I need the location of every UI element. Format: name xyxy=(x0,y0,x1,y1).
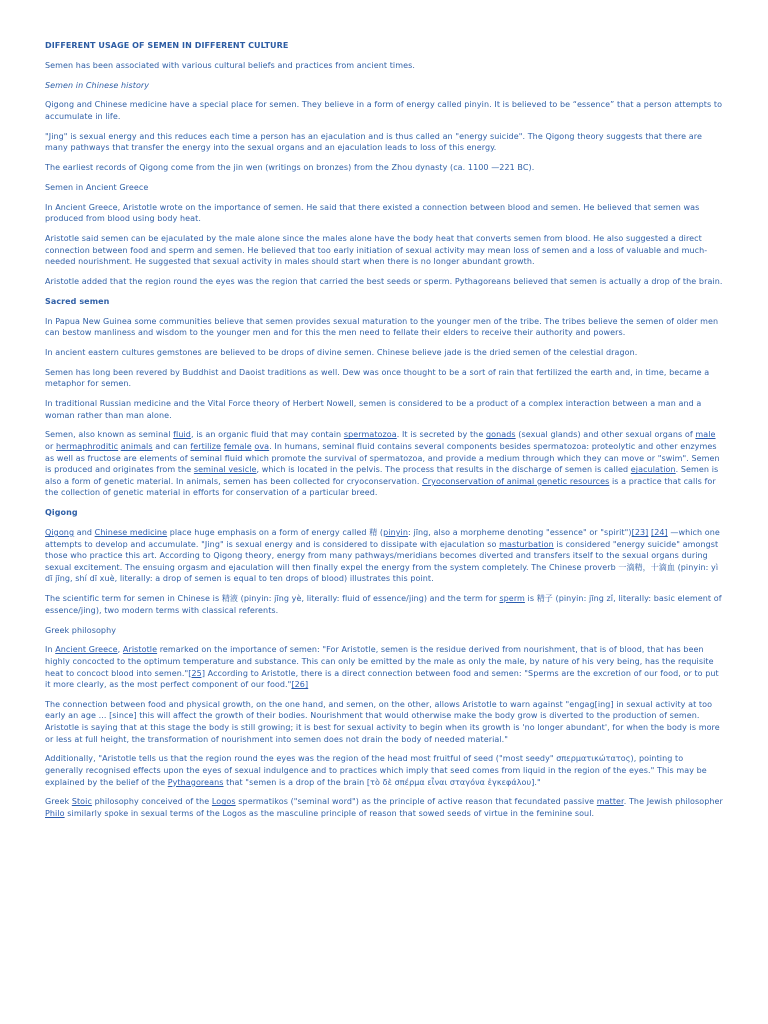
text-run: In traditional Russian medicine and the Vital Force theory of Herbert Nowell, semen is considered to be a product of a complex interaction between a man and a woman rather than man alone. xyxy=(45,399,702,420)
body-paragraph xyxy=(45,644,723,690)
text-run: , is an organic fluid that may contain xyxy=(190,430,344,440)
body-paragraph xyxy=(45,316,723,339)
text-run: DIFFERENT USAGE OF SEMEN IN DIFFERENT CULTURE xyxy=(45,41,289,50)
text-run: is considered "energy suicide" amongst those who practice this art. According to Qigong theory, energy from many pathways/meridians becomes diverted and transfers itself to the sexual organs during sexual excitement. The ensuing orgasm and ejaculation will then finally expel the energy from the system completely. The Chinese proverb 一滴精，十滴血 (pinyin: yì dī jīng, shí dī xuè, literally: a drop of semen is equal to ten drops of blood) illustrates this point. xyxy=(45,539,719,584)
hyperlink[interactable]: Philo xyxy=(45,809,65,818)
text-run: The earliest records of Qigong come from the jin wen (writings on bronzes) from the Zhou dynasty (ca. 1100 —221 BC). xyxy=(45,163,535,173)
text-run: : jīng, also a morpheme denoting "essence" or "spirit") xyxy=(408,528,632,537)
text-run: The connection between food and physical growth, on the one hand, and semen, on the other, allows Aristotle to warn against "engag[ing] in sexual activity at too early an age ... [since] this will affect the growth of their bodies. Nourishment that would otherwise make the body grow is diverted to the production of semen. Aristotle is saying that at this stage the body is still growing; it is best for sexual activity to begin when its growth is 'no longer abundant', for when the body is more or less at full height, the transformation of nourishment into semen does not drain the body of needed material." xyxy=(45,699,720,744)
section-heading xyxy=(45,296,723,308)
body-paragraph xyxy=(45,60,723,72)
text-run: is a practice that calls for the collection of genetic material in efforts for conservation of a particular breed. xyxy=(45,476,716,498)
text-run: —which one attempts to develop and accumulate. "Jing" is sexual energy and is considered to dissipate with ejaculation so xyxy=(45,528,720,549)
text-run: (sexual glands) and other sexual organs of xyxy=(515,430,696,440)
text-run: Greek xyxy=(45,797,72,807)
text-run: Semen, also known as seminal xyxy=(45,430,174,440)
text-run: or xyxy=(45,442,56,452)
hyperlink[interactable]: sperm xyxy=(499,594,525,604)
text-run: place huge emphasis on a form of energy called 精 ( xyxy=(167,528,384,537)
text-run: According to Aristotle, there is a direct connection between food and semen: "Sperms are the excretion of our food, or to put it more clearly, as the most perfect component of our food." xyxy=(45,668,719,690)
text-run: Additionally, "Aristotle tells us that the region round the eyes was the region of the head most fruitful of seed ("most seedy" σπερματικώτατος), pointing to generally recognised effects upon the eyes of sexual indulgence and to practices which imply that seed comes from liquid in the region of the eyes." This may be explained by the belief of the xyxy=(45,754,707,787)
hyperlink[interactable]: pinyin xyxy=(383,528,408,537)
text-run: Semen in Chinese history xyxy=(45,80,150,90)
document-page xyxy=(45,40,723,828)
body-paragraph xyxy=(45,276,723,288)
body-paragraph xyxy=(45,233,723,268)
body-paragraph xyxy=(45,625,723,637)
hyperlink[interactable]: [24] xyxy=(651,528,668,537)
text-run: , which is located in the pelvis. The process that results in the discharge of semen is called xyxy=(256,465,631,475)
body-paragraph xyxy=(45,347,723,359)
body-paragraph xyxy=(45,162,723,174)
hyperlink[interactable]: Pythagoreans xyxy=(167,777,224,787)
body-paragraph xyxy=(45,527,723,585)
hyperlink[interactable]: Aristotle xyxy=(122,645,158,655)
hyperlink[interactable]: Logos xyxy=(211,797,236,807)
text-run: . The Jewish philosopher xyxy=(623,797,723,807)
body-paragraph xyxy=(45,699,723,745)
text-run: is 精子 (pinyin: jīng zǐ, literally: basic element of essence/jing), two modern terms with classical referents. xyxy=(45,594,722,615)
text-run: In ancient eastern cultures gemstones are believed to be drops of divine semen. Chinese believe jade is the dried semen of the celestial dragon. xyxy=(45,347,638,357)
body-paragraph xyxy=(45,753,723,788)
body-paragraph xyxy=(45,398,723,421)
hyperlink[interactable]: seminal vesicle xyxy=(193,465,257,475)
text-run: . Semen is also a form of genetic material. In animals, semen has been collected for cryoconservation. xyxy=(45,465,719,486)
hyperlink[interactable]: masturbation xyxy=(499,539,554,549)
hyperlink[interactable]: Stoic xyxy=(71,797,92,807)
text-run: Aristotle said semen can be ejaculated by the male alone since the males alone have the body heat that converts semen from blood. He also suggested a direct connection between food and sperm and semen. He believed that too early initiation of sexual activity may mean loss of semen and a loss of valuable and much-needed nourishment. He suggested that sexual activity in males should start when there is no longer abundant growth. xyxy=(45,234,708,267)
text-run: philosophy conceived of the xyxy=(91,797,212,807)
body-paragraph xyxy=(45,367,723,390)
hyperlink[interactable]: female xyxy=(223,442,252,452)
text-run: that "semen is a drop of the brain [τὸ δὲ σπέρμα εἶναι σταγόνα ἐγκεφάλου]." xyxy=(223,777,541,787)
hyperlink[interactable]: animals xyxy=(120,442,153,452)
text-run: In Ancient Greece, Aristotle wrote on the importance of semen. He said that there existed a connection between blood and semen. He believed that semen was produced from blood using body heat. xyxy=(45,202,700,224)
text-run: and xyxy=(74,528,95,537)
hyperlink[interactable]: ova xyxy=(254,442,270,452)
body-paragraph xyxy=(45,796,723,819)
section-heading xyxy=(45,507,723,519)
hyperlink[interactable]: [25] xyxy=(188,668,206,678)
body-paragraph xyxy=(45,182,723,194)
hyperlink[interactable]: fluid xyxy=(173,430,191,440)
body-paragraph xyxy=(45,593,723,616)
body-paragraph xyxy=(45,99,723,122)
text-run: and can xyxy=(152,442,191,452)
hyperlink[interactable]: spermatozoa xyxy=(343,430,397,440)
hyperlink[interactable]: male xyxy=(695,430,716,440)
hyperlink[interactable]: [26] xyxy=(291,680,309,690)
text-run: Greek philosophy xyxy=(45,625,117,635)
body-paragraph xyxy=(45,131,723,154)
text-run: . It is secreted by the xyxy=(396,430,486,440)
text-run: spermatikos ("seminal word") as the principle of active reason that fecundated passive xyxy=(235,797,597,807)
hyperlink[interactable]: ejaculation xyxy=(630,465,676,475)
text-run: Aristotle added that the region round the eyes was the region that carried the best seeds or sperm. Pythagoreans believed that semen is actually a drop of the brain. xyxy=(45,277,723,286)
hyperlink[interactable]: gonads xyxy=(485,430,516,440)
hyperlink[interactable]: hermaphroditic xyxy=(55,442,119,452)
text-run: Semen has long been revered by Buddhist and Daoist traditions as well. Dew was once thought to be a sort of rain that fertilized the earth and, in time, became a metaphor for semen. xyxy=(45,367,710,389)
hyperlink[interactable]: Chinese medicine xyxy=(94,528,168,537)
hyperlink[interactable]: matter xyxy=(596,797,624,807)
section-heading xyxy=(45,80,723,92)
hyperlink[interactable]: fertilize xyxy=(190,442,222,452)
text-run: similarly spoke in sexual terms of the Logos as the masculine principle of reason that sowed seeds of virtue in the feminine soul. xyxy=(64,809,595,818)
text-run: The scientific term for semen in Chinese is 精液 (pinyin: jīng yè, literally: fluid of essence/jing) and the term for xyxy=(45,594,500,604)
text-run: Semen in Ancient Greece xyxy=(45,182,149,192)
hyperlink[interactable]: Ancient Greece xyxy=(55,645,118,655)
text-run: Semen has been associated with various cultural beliefs and practices from ancient times. xyxy=(45,60,415,70)
text-run: Qigong xyxy=(45,508,78,518)
hyperlink[interactable]: Cryoconservation of animal genetic resources xyxy=(422,476,610,486)
text-run: Sacred semen xyxy=(45,296,110,306)
body-paragraph xyxy=(45,202,723,225)
text-run: remarked on the importance of semen: "For Aristotle, semen is the residue derived from nourishment, that is of blood, that has been highly concocted to the optimum temperature and substance. This can only be emitted by the male as only the male, by nature of his very being, has the requisite heat to concoct blood into semen." xyxy=(45,645,714,678)
hyperlink[interactable]: [23] xyxy=(631,528,649,537)
hyperlink[interactable]: Qigong xyxy=(45,528,75,537)
text-run: In xyxy=(45,645,56,655)
text-run: Qigong and Chinese medicine have a special place for semen. They believe in a form of energy called pinyin. It is believed to be “essence” that a person attempts to accumulate in life. xyxy=(45,100,723,121)
body-paragraph xyxy=(45,429,723,499)
document-title xyxy=(45,40,723,52)
text-run: , xyxy=(117,645,123,655)
text-run: "Jing" is sexual energy and this reduces each time a person has an ejaculation and is thus called an "energy suicide". The Qigong theory suggests that there are many pathways that transfer the energy into the sexual organs and an ejaculation leads to loss of this energy. xyxy=(45,131,702,153)
text-run: In Papua New Guinea some communities believe that semen provides sexual maturation to the younger men of the tribe. The tribes believe the semen of older men can bestow manliness and wisdom to the younger men and for this the men need to fellate their elders to receive their authority and powers. xyxy=(45,316,719,338)
text-run: . In humans, seminal fluid contains several components besides spermatozoa: proteolytic and other enzymes as well as fructose are elements of seminal fluid which promote the survival of spermatozoa, and provide a medium through which they can move or "swim". Semen is produced and originates from the xyxy=(45,442,720,475)
